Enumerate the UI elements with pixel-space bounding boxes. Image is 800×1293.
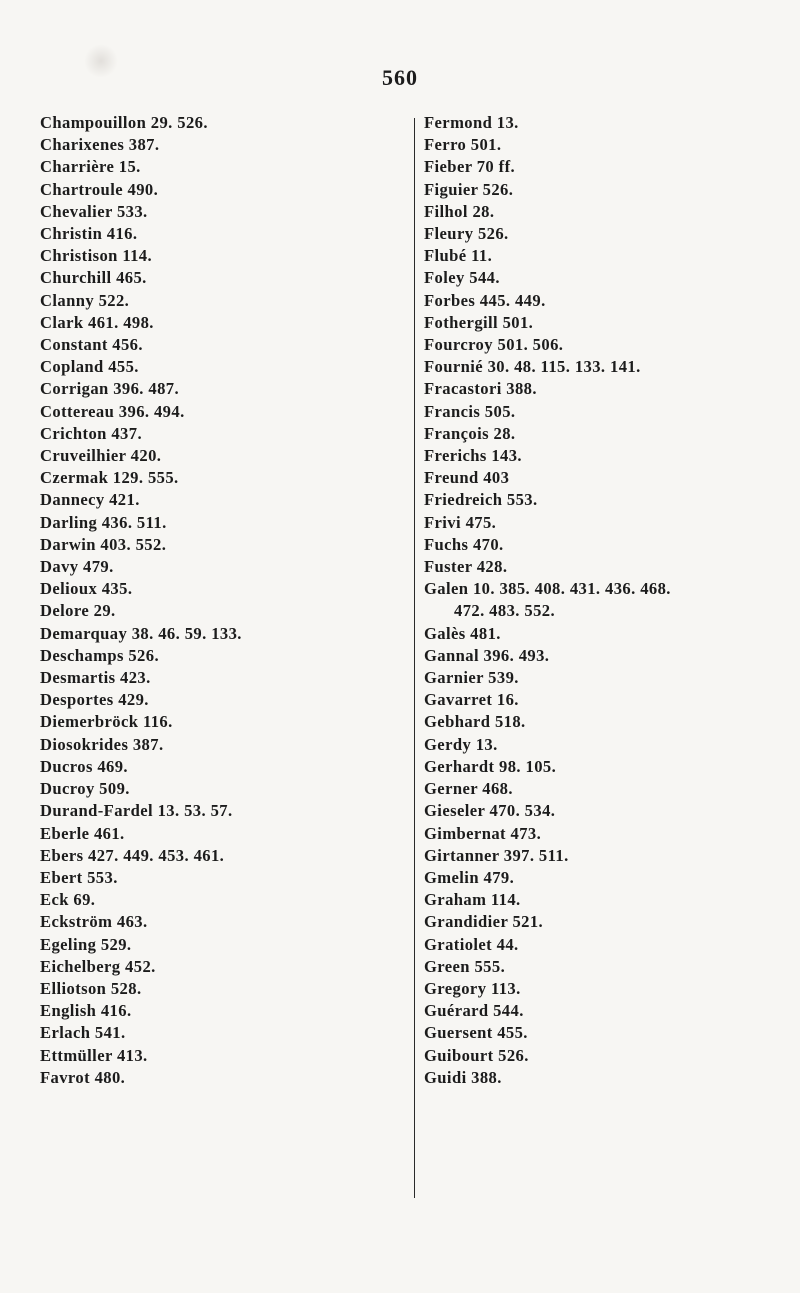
index-entry: Gebhard 518. <box>424 712 526 732</box>
index-entry: Darwin 403. 552. <box>40 534 167 554</box>
index-entry: Fleury 526. <box>424 224 509 244</box>
index-entry: Guibourt 526. <box>424 1045 529 1065</box>
index-entry: Cottereau 396. 494. <box>40 401 185 421</box>
index-entry: Filhol 28. <box>424 201 495 221</box>
index-entry: Charixenes 387. <box>40 135 160 155</box>
index-entry: Eck 69. <box>40 890 96 910</box>
page-number: 560 <box>382 65 418 90</box>
index-entry: Chartroule 490. <box>40 179 159 199</box>
index-entry: Eckström 463. <box>40 912 148 932</box>
index-column-left <box>40 112 400 1089</box>
index-entry: Chevalier 533. <box>40 201 148 221</box>
index-entry: Favrot 480. <box>40 1067 126 1087</box>
index-entry: Foley 544. <box>424 268 500 288</box>
index-entry: Cruveilhier 420. <box>40 446 162 466</box>
index-entry: Frerichs 143. <box>424 446 522 466</box>
index-entry: Clanny 522. <box>40 290 130 310</box>
index-entry: Charrière 15. <box>40 157 141 177</box>
index-entry: Ducros 469. <box>40 756 128 776</box>
index-entry: François 28. <box>424 423 516 443</box>
index-entry: Czermak 129. 555. <box>40 468 179 488</box>
index-entry: Ettmüller 413. <box>40 1045 148 1065</box>
index-entry: Demarquay 38. 46. 59. 133. <box>40 623 242 643</box>
index-entry: Constant 456. <box>40 335 143 355</box>
index-entry: Girtanner 397. 511. <box>424 845 569 865</box>
index-entry: Diosokrides 387. <box>40 734 164 754</box>
index-entry: Desportes 429. <box>40 690 149 710</box>
index-entry: Gavarret 16. <box>424 690 519 710</box>
index-entry: Gannal 396. 493. <box>424 645 550 665</box>
index-entry: Fuster 428. <box>424 557 508 577</box>
index-entry: Corrigan 396. 487. <box>40 379 180 399</box>
index-entry: Delore 29. <box>40 601 116 621</box>
index-entry: Guersent 455. <box>424 1023 528 1043</box>
index-entry: Diemerbröck 116. <box>40 712 173 732</box>
index-entry: Durand-Fardel 13. 53. 57. <box>40 801 233 821</box>
index-entry: Gimbernat 473. <box>424 823 542 843</box>
index-entry: Champouillon 29. 526. <box>40 113 208 132</box>
index-entry: Green 555. <box>424 956 506 976</box>
index-entry: Deschamps 526. <box>40 645 159 665</box>
index-entry: Eichelberg 452. <box>40 956 156 976</box>
index-entry: Eberle 461. <box>40 823 125 843</box>
index-entry: Gerhardt 98. 105. <box>424 756 557 776</box>
index-entry: Desmartis 423. <box>40 668 151 688</box>
index-entry: Christison 114. <box>40 246 153 266</box>
index-entry: Flubé 11. <box>424 246 493 266</box>
index-entry: Gregory 113. <box>424 978 521 998</box>
index-entry: Ebers 427. 449. 453. 461. <box>40 845 225 865</box>
index-entry: Crichton 437. <box>40 423 142 443</box>
index-entry: Garnier 539. <box>424 668 519 688</box>
index-entry: Guidi 388. <box>424 1067 502 1087</box>
index-entry: Christin 416. <box>40 224 138 244</box>
index-column-right <box>424 112 794 1089</box>
index-entry: Friedreich 553. <box>424 490 538 510</box>
index-entry: Frivi 475. <box>424 512 497 532</box>
index-entry: English 416. <box>40 1001 132 1021</box>
index-entry: Darling 436. 511. <box>40 512 167 532</box>
index-entry: Delioux 435. <box>40 579 133 599</box>
index-entry: Gerner 468. <box>424 779 513 799</box>
index-entry: Gmelin 479. <box>424 867 515 887</box>
index-entry: Graham 114. <box>424 890 521 910</box>
index-entry: Elliotson 528. <box>40 978 142 998</box>
index-entry: Egeling 529. <box>40 934 132 954</box>
index-entry: Ducroy 509. <box>40 779 130 799</box>
index-entry: Fourcroy 501. 506. <box>424 335 564 355</box>
index-entry: Forbes 445. 449. <box>424 290 546 310</box>
index-entry-continuation: 472. 483. 552. <box>454 601 556 621</box>
index-entry: Clark 461. 498. <box>40 312 154 332</box>
index-entry: Grandidier 521. <box>424 912 544 932</box>
index-entry: Ferro 501. <box>424 135 502 155</box>
index-entry: Figuier 526. <box>424 179 514 199</box>
index-entry: Davy 479. <box>40 557 114 577</box>
index-entry: Fieber 70 ff. <box>424 157 516 177</box>
index-entry: Galen 10. 385. 408. 431. 436. 468. <box>424 579 671 599</box>
index-entry: Galès 481. <box>424 623 501 643</box>
index-entry: Fermond 13. <box>424 113 519 132</box>
index-entry: Dannecy 421. <box>40 490 140 510</box>
index-entry: Guérard 544. <box>424 1001 524 1021</box>
index-entry: Gerdy 13. <box>424 734 498 754</box>
index-entry: Erlach 541. <box>40 1023 126 1043</box>
index-entry: Fuchs 470. <box>424 534 504 554</box>
index-entry: Freund 403 <box>424 468 510 488</box>
index-entry: Gieseler 470. 534. <box>424 801 556 821</box>
index-entry: Fournié 30. 48. 115. 133. 141. <box>424 357 641 377</box>
index-entry: Churchill 465. <box>40 268 147 288</box>
index-entry: Francis 505. <box>424 401 516 421</box>
column-divider <box>414 118 415 1198</box>
index-entry: Fothergill 501. <box>424 312 534 332</box>
index-entry: Ebert 553. <box>40 867 118 887</box>
index-entry: Fracastori 388. <box>424 379 537 399</box>
index-entry: Copland 455. <box>40 357 139 377</box>
index-entry: Gratiolet 44. <box>424 934 519 954</box>
